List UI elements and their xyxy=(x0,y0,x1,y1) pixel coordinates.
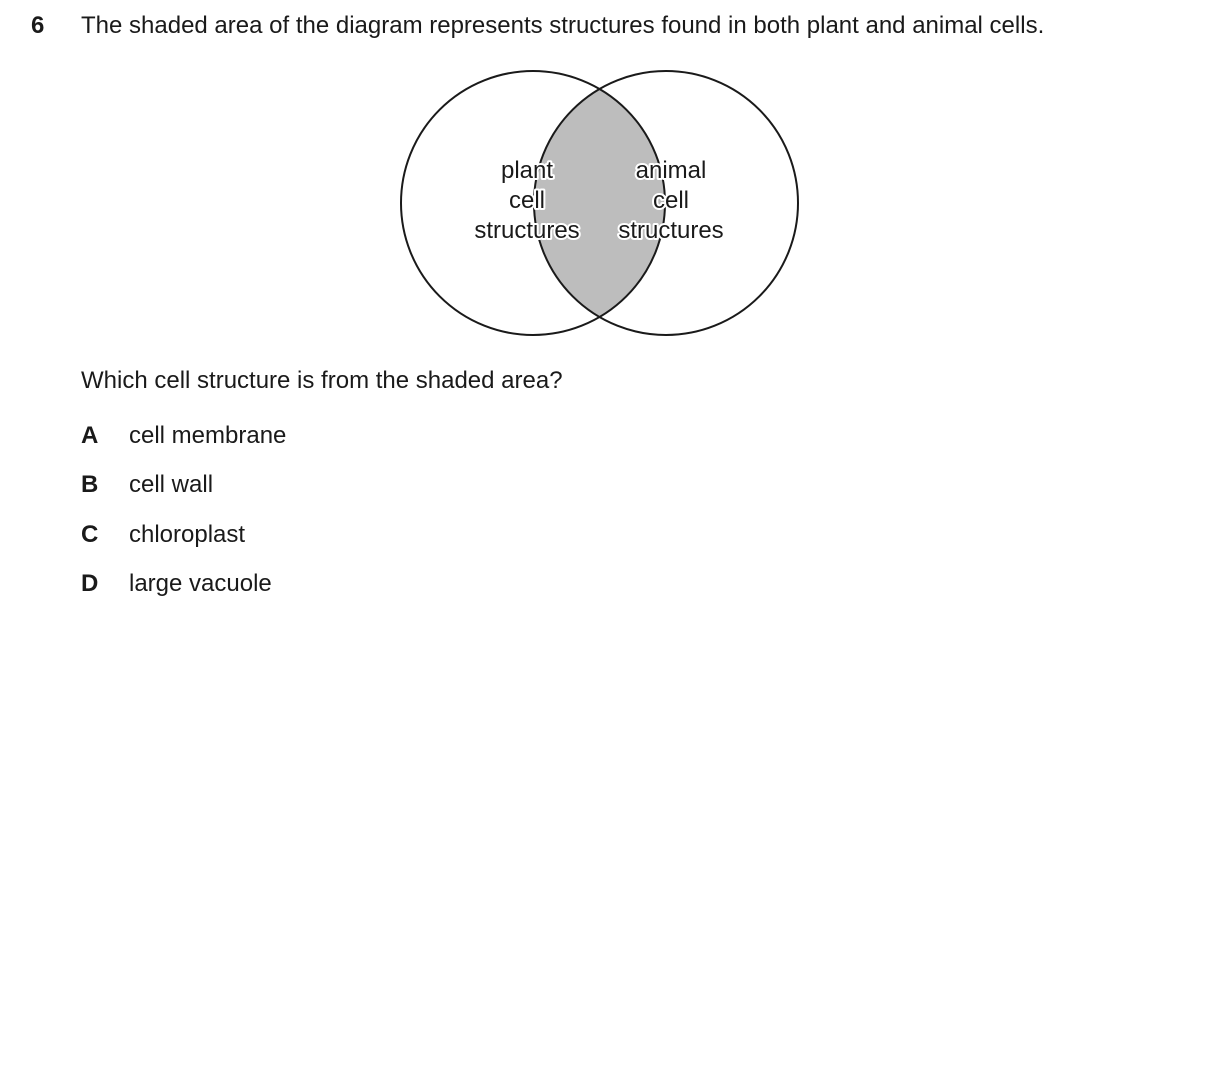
option-letter: A xyxy=(81,422,99,449)
option-text: cell membrane xyxy=(129,422,287,449)
option-letter: B xyxy=(81,471,99,498)
plant-label-line-3: structures xyxy=(474,217,580,244)
question-prompt: Which cell structure is from the shaded area? xyxy=(81,367,563,394)
question-stem: The shaded area of the diagram represents structures found in both plant and animal cells. xyxy=(81,12,1045,39)
option-letter: D xyxy=(81,570,99,597)
plant-label-line-1: plant xyxy=(500,157,554,184)
option-letter: C xyxy=(81,521,99,548)
animal-label-line-2: cell xyxy=(652,187,690,214)
option-text: cell wall xyxy=(129,471,214,498)
option-text: large vacuole xyxy=(129,570,272,597)
option-text: chloroplast xyxy=(129,521,246,548)
plant-label-line-2: cell xyxy=(508,187,546,214)
venn-diagram xyxy=(0,0,1209,360)
animal-label-line-1: animal xyxy=(635,157,707,184)
question-number: 6 xyxy=(31,12,45,39)
animal-label-line-3: structures xyxy=(618,217,724,244)
